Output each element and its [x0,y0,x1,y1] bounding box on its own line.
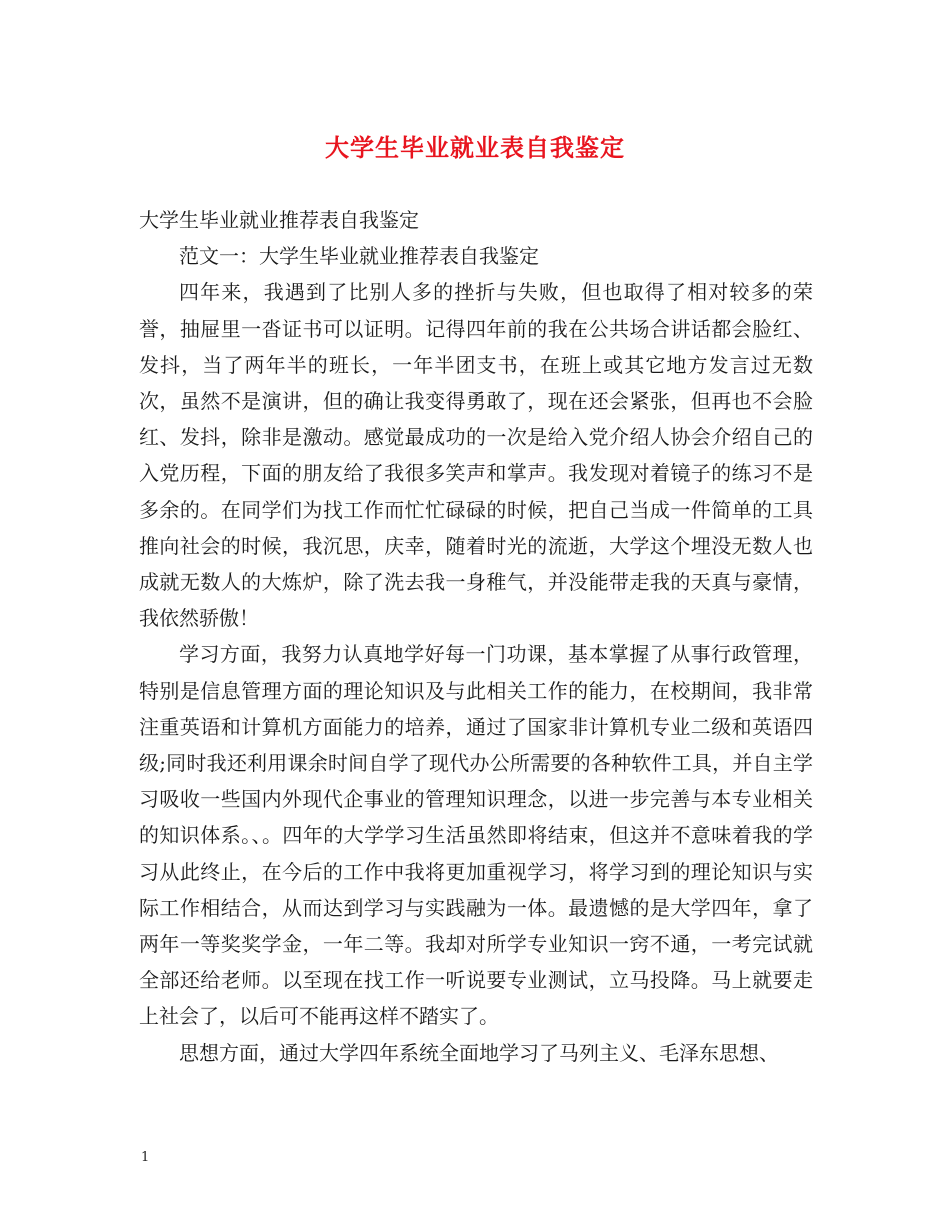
page-number: 1 [141,1150,150,1165]
document-body [139,202,813,1071]
paragraph-heading: 范文一：大学生毕业就业推荐表自我鉴定 [179,244,539,269]
paragraph-study: 学习方面，我努力认真地学好每一门功课，基本掌握了从事行政管理，特别是信息管理方面的理论知识及与此相关工作的能力，在校期间，我非常注重英语和计算机方面能力的培养，通过了国家非计算机专业二级和英语四级;同时我还利用课余时间自学了现代办公所需要的各种软件工具，并自主学习吸收一些国内外现代企事业的管理知识理念，以进一步完善与本专业相关的知识体系。、。四年的大学学习生活虽然即将结束，但这并不意味着我的学习从此终止，在今后的工作中我将更加重视学习，将学习到的理论知识与实际工作相结合，从而达到学习与实践融为一体。最遗憾的是大学四年，拿了两年一等奖奖学金，一年二等。我却对所学专业知识一窍不通，一考完试就全部还给老师。以至现在找工作一听说要专业测试，立马投降。马上就要走上社会了，以后可不能再这样不踏实了。 [139,642,813,1029]
paragraph-intro: 四年来，我遇到了比别人多的挫折与失败，但也取得了相对较多的荣誉，抽屉里一沓证书可以证明。记得四年前的我在公共场合讲话都会脸红、发抖，当了两年半的班长，一年半团支书，在班上或其它地方发言过无数次，虽然不是演讲，但的确让我变得勇敢了，现在还会紧张，但再也不会脸红、发抖，除非是激动。感觉最成功的一次是给入党介绍人协会介绍自己的入党历程，下面的朋友给了我很多笑声和掌声。我发现对着镜子的练习不是多余的。在同学们为找工作而忙忙碌碌的时候，把自己当成一件简单的工具推向社会的时候，我沉思，庆幸，随着时光的流逝，大学这个埋没无数人也成就无数人的大炼炉，除了洗去我一身稚气，并没能带走我的天真与豪情，我依然骄傲！ [139,280,813,631]
paragraph-thought: 思想方面，通过大学四年系统全面地学习了马列主义、毛泽东思想、 [179,1040,779,1065]
document-subtitle: 大学生毕业就业推荐表自我鉴定 [139,208,419,232]
document-title: 大学生毕业就业表自我鉴定 [325,133,625,162]
